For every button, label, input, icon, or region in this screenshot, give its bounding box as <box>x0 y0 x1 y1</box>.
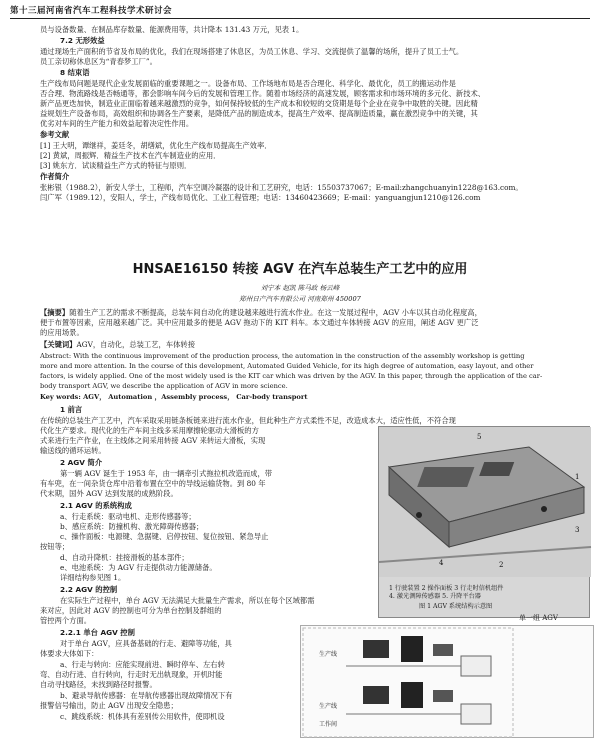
subsection-heading: 2.2 AGV 的控制 <box>60 585 118 594</box>
reference-item: [2] 黄斌，周振辉．精益生产技术在汽车制造业的应用． <box>40 151 221 160</box>
paragraph-line: 通过现场生产面积的节省及布局的优化，我们在现场搭建了休息区，为员工休息、学习、交流提供了温馨的场所，提升了员工士气。 <box>40 47 464 56</box>
paragraph-line: 员工亲切称休息区为“青春梦工厂”。 <box>40 57 157 66</box>
section-heading: 2 AGV 简介 <box>60 458 103 467</box>
article-title: HNSAE16150 转接 AGV 在汽车总装生产工艺中的应用 <box>132 262 468 277</box>
paragraph-line: 体要求大体如下： <box>40 649 99 658</box>
paragraph-line: 第一辆 AGV 诞生于 1953 年，由一辆牵引式拖拉机改造而成，带 <box>60 469 273 478</box>
paragraph-line: 代化生产要求。现代化的生产车间主线多采用摩擦轮驱动大滑板的方 <box>40 426 259 435</box>
node-label: 生产线 <box>319 703 338 710</box>
section-heading: 1 前言 <box>60 405 83 414</box>
english-keywords: Key words: AGV， Automation ，Assembly process， Car-body transport <box>40 393 308 401</box>
english-abstract-line: body transport AGV, we describe the application of AGV in more science. <box>40 382 288 390</box>
subsection-heading: 2.1 AGV 的系统构成 <box>60 501 132 510</box>
references-heading: 参考文献 <box>40 130 70 139</box>
paragraph-line: 生产线布局问题是现代企业发展面临的重要课题之一。设备布局、工作场地布局是否合理化、科学化、最优化，员工的搬运动作是 <box>40 79 456 88</box>
list-item-continued: 报警信号输出，防止 AGV 出现安全隐患； <box>40 701 178 710</box>
paragraph-line: 优劣对车间的生产能力和效益起着决定性作用。 <box>40 119 194 128</box>
keywords-text: AGV，自动化，总装工艺，车体转接 <box>76 340 196 349</box>
abstract-line: 便于布置等因素，应用越来越广泛。其中应用最多的便是 AGV 拖动下的 KIT 料车。本文通过车体转接 AGV 的应用，阐述 AGV 更广泛 <box>40 318 479 327</box>
agv-flow-diagram <box>301 626 595 739</box>
figure-callout: 1 <box>575 473 580 481</box>
article-authors: 刘宁本 赵凯 陈马政 杨云峰 <box>260 284 340 292</box>
english-abstract-line: factors, is widely applied. One of the most widely used is the KIT car which was driven by the AGV. In this paper, through the application of the car- <box>40 372 543 380</box>
figure-callout: 2 <box>499 561 504 569</box>
list-item: b、感应系统：防撞机构、激光障碍传感器； <box>60 522 204 531</box>
paragraph-line: 在传统的总装生产工艺中，汽车采取采用链条板链来进行流水作业，但此种生产方式柔性不足，改造成本大，适应性低，不符合现 <box>40 416 456 425</box>
paragraph-line: 管控两个方面。 <box>40 616 92 625</box>
paragraph-line: 益规划生产设备布局，高效组织和协调各生产要素，是降低产品的制造成本，提高生产效率、提高制造质量，赢在激烈竞争中的关键，其 <box>40 109 478 118</box>
reference-item: [1] 王大明，谭继祥，姜廷冬，胡缮斌，优化生产线布局提高生产效率． <box>40 141 272 150</box>
agv-structure-figure <box>378 426 590 618</box>
paragraph-line: 新产品更迭加快，制造业正面临着越来越激烈的竞争，如何保持较低的生产成本和较短的交货期是每个企业在竞争中取胜的关键。因此精 <box>40 99 478 108</box>
paragraph-line: 否合理、物流路线是否畅通等，都会影响车间今后的发展和管理工作。随着市场经济的高速发展，顾客需求和市场环境的多元化、新技术、 <box>40 89 486 98</box>
paragraph: 员与设备数量、在制品库存数量、能源费用等，共计降本 131.43 万元，见表 1。 <box>40 25 304 34</box>
list-item: d、自动升降机：挂接滑板的基本部件； <box>60 553 189 562</box>
node-label: 工作间 <box>319 721 338 728</box>
author-info: 闫广军（1989.12），安阳人，学士，产线布局优化、工业工程管理；电话：13460423669；E-mail：yanguangjun1210@126.com <box>40 193 481 202</box>
figure-legend: 4. 激光测障传感器 5. 升降平台器 <box>389 593 481 600</box>
keywords-line <box>40 340 588 350</box>
abstract-text: 随着生产工艺的需求不断提高，总装车间自动化的建设越来越进行流水作业。在这一发展过程中，AGV 小车以其自动化程度高， <box>69 308 482 317</box>
agv-group-diagram <box>300 614 594 738</box>
abstract-line: 的应用场景。 <box>40 328 84 337</box>
running-header: 第十三届河南省汽车工程科技学术研讨会 <box>10 6 173 16</box>
list-item: c、跳线系统：机体具有差别传公用软件，使即机设 <box>60 712 225 721</box>
list-item: a、行走系统：驱动电机、走形传感器等； <box>60 512 196 521</box>
keywords-label: 【关键词】 <box>40 340 77 349</box>
author-info-heading: 作者简介 <box>40 172 70 181</box>
english-abstract-line: more and more attention. In the course of this development, Automated Guided Vehicle, for its high degree of automation, easy layout, and other <box>40 362 534 370</box>
list-item: a、行走与转向：应能实现前进、瞬时停车、左右转 <box>60 660 225 669</box>
subsection-heading: 2.2.1 单台 AGV 控制 <box>60 628 135 637</box>
node-label: 生产线 <box>319 651 338 658</box>
section-heading: 8 结束语 <box>60 68 90 77</box>
figure-side-label: 单一组 AGV <box>519 614 558 622</box>
paragraph-line: 在实际生产过程中，单台 AGV 无法满足大批量生产需求，所以在每个区域都需 <box>60 596 315 605</box>
figure-caption: 图 1 AGV 系统结构示意图 <box>419 603 493 610</box>
figure-legend: 1 行驶装置 2 操作面板 3 行走时信机组件 <box>389 585 504 592</box>
list-item: e、电池系统：为 AGV 行走提供动力能源储备。 <box>60 563 217 572</box>
paragraph-line: 式来进行生产作业，在主线体之间采用转接 AGV 来转运大滑板，实现 <box>40 436 266 445</box>
abstract-label: 【摘要】 <box>40 308 70 317</box>
figure-callout: 4 <box>439 559 444 567</box>
list-item: b、避录导航传感器：在导航传感器出现故障情况下有 <box>60 691 233 700</box>
list-item: c、操作面板：电源键、急据键、启停按钮、复位按钮、紧急导止 <box>60 532 269 541</box>
paragraph-line: 来对应，因此对 AGV 的控制也可分为单台控制及群组的 <box>40 606 222 615</box>
list-item-continued: 按钮等； <box>40 542 70 551</box>
paragraph-line: 输送线的循环运转。 <box>40 446 106 455</box>
paragraph-line: 详细结构参见图 1。 <box>60 573 126 582</box>
list-item-continued: 弯、自动行进、自行转向，行走时无出轨现象，开机时能 <box>40 670 223 679</box>
header-rule <box>10 18 590 19</box>
author-info: 张彬银（1988.2），新安人学士，工程师，汽车空调冷凝器的设计和工艺研究，电话：15503737067；E-mail:zhangchuanyin1228@163.com。 <box>40 183 523 192</box>
figure-callout: 3 <box>575 526 580 534</box>
list-item-continued: 自动寻找路径，未找到路径时报警。 <box>40 680 157 689</box>
paragraph-line: 代末期，国外 AGV 达到发展的成熟阶段。 <box>40 489 178 498</box>
agv-illustration <box>379 427 591 577</box>
english-abstract-line: Abstract: With the continuous improvement of the production process, the automation in the construction of the assembly workshop is getting <box>40 352 525 360</box>
paragraph-line: 对于单台 AGV，应具备基础的行走、避障等功能，具 <box>60 639 232 648</box>
article-affiliation: 郑州日产汽车有限公司 河南郑州 450007 <box>239 295 361 303</box>
abstract-line <box>40 308 588 318</box>
paragraph-line: 有车兜，在一间杂货仓库中沿着布置在空中的导线运输货物。到 80 年 <box>40 479 266 488</box>
section-heading: 7.2 无形效益 <box>60 36 105 45</box>
figure-callout: 5 <box>477 433 482 441</box>
reference-item: [3] 姚东方．试谈精益生产方式的特征与原则． <box>40 161 192 170</box>
